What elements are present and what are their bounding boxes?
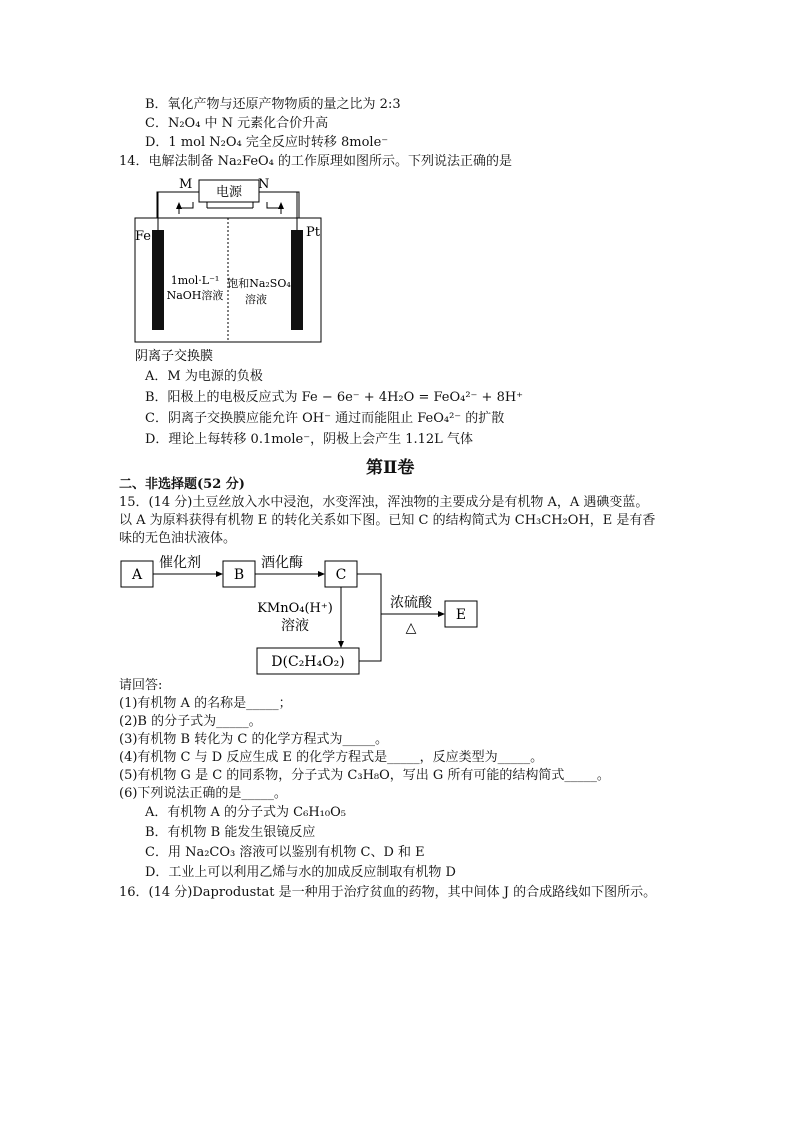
q14-option-b: B．阳极上的电极反应式为 Fe − 6e⁻ + 4H₂O = FeO₄²⁻ + 8H⁺ bbox=[145, 390, 524, 405]
label-m: M bbox=[179, 177, 193, 192]
q15-stem-line2: 以 A 为原料获得有机物 E 的转化关系如下图。已知 C 的结构简式为 CH₃CH₂OH，E 是有香 bbox=[119, 513, 656, 528]
left-solution-conc: 1mol·L⁻¹ bbox=[170, 274, 220, 287]
enzyme-label: 酒化酶 bbox=[261, 555, 303, 571]
label-n: N bbox=[258, 177, 270, 192]
q13-option-c: C．N₂O₄ 中 N 元素化合价升高 bbox=[145, 116, 329, 131]
q14-option-a: A．M 为电源的负极 bbox=[145, 369, 263, 384]
oxidant-solution-label: 溶液 bbox=[281, 618, 309, 634]
right-solution-suffix: 溶液 bbox=[245, 293, 267, 306]
q13-option-d: D．1 mol N₂O₄ 完全反应时转移 8mole⁻ bbox=[145, 135, 389, 150]
left-solution-name: NaOH溶液 bbox=[166, 289, 224, 302]
q15-sub1: (1)有机物 A 的名称是_____； bbox=[119, 696, 292, 711]
section2-heading: 二、非选择题(52 分) bbox=[119, 477, 245, 492]
conversion-flow-diagram bbox=[119, 550, 489, 680]
q14-stem: 14．电解法制备 Na₂FeO₄ 的工作原理如图所示。下列说法正确的是 bbox=[119, 154, 513, 169]
q15-sub4: (4)有机物 C 与 D 反应生成 E 的化学方程式是_____，反应类型为_____。 bbox=[119, 750, 544, 765]
q15-sub2: (2)B 的分子式为_____。 bbox=[119, 714, 262, 729]
q13-option-b: B．氧化产物与还原产物物质的量之比为 2:3 bbox=[145, 97, 401, 112]
q15-option-a: A．有机物 A 的分子式为 C₆H₁₀O₅ bbox=[145, 805, 346, 820]
pt-electrode bbox=[291, 230, 303, 330]
q14-option-c: C．阴离子交换膜应能允许 OH⁻ 通过而能阻止 FeO₄²⁻ 的扩散 bbox=[145, 411, 505, 426]
q15-option-d: D．工业上可以利用乙烯与水的加成反应制取有机物 D bbox=[145, 865, 456, 880]
oxidant-label: KMnO₄(H⁺) bbox=[257, 601, 333, 616]
box-b-label: B bbox=[233, 567, 245, 583]
current-arrow-left bbox=[176, 202, 182, 209]
q15-stem-line3: 味的无色油状液体。 bbox=[119, 531, 237, 546]
fe-electrode bbox=[152, 230, 164, 330]
heat-label: △ bbox=[405, 620, 417, 636]
catalyst-label: 催化剂 bbox=[159, 555, 201, 571]
acid-label: 浓硫酸 bbox=[390, 595, 432, 611]
power-label: 电源 bbox=[215, 185, 243, 200]
right-solution-name: 饱和Na₂SO₄ bbox=[227, 277, 291, 290]
q15-sub6: (6)下列说法正确的是_____。 bbox=[119, 786, 287, 801]
q14-option-d: D．理论上每转移 0.1mole⁻，阴极上会产生 1.12L 气体 bbox=[145, 432, 473, 447]
q15-stem-line1: 15．(14 分)土豆丝放入水中浸泡，水变浑浊，浑浊物的主要成分是有机物 A，A 遇碘变蓝。 bbox=[119, 495, 649, 510]
q16-stem: 16．(14 分)Daprodustat 是一种用于治疗贫血的药物，其中间体 J 的合成路线如下图所示。 bbox=[119, 885, 657, 900]
current-arrow-right bbox=[278, 202, 284, 209]
q15-prompt: 请回答: bbox=[119, 678, 163, 693]
q15-option-c: C．用 Na₂CO₃ 溶液可以鉴别有机物 C、D 和 E bbox=[145, 845, 425, 860]
part2-title: 第Ⅱ卷 bbox=[366, 458, 415, 478]
q15-sub5: (5)有机物 G 是 C 的同系物，分子式为 C₃H₈O，写出 G 所有可能的结构简式_____。 bbox=[119, 768, 610, 783]
membrane-label: 阴离子交换膜 bbox=[135, 349, 214, 364]
box-e-label: E bbox=[455, 607, 467, 623]
q15-sub3: (3)有机物 B 转化为 C 的化学方程式为_____。 bbox=[119, 732, 388, 747]
fe-label: Fe bbox=[135, 229, 152, 244]
electrolysis-diagram bbox=[131, 172, 331, 364]
box-d-label: D(C₂H₄O₂) bbox=[271, 654, 345, 670]
box-a-label: A bbox=[131, 567, 143, 583]
q15-option-b: B．有机物 B 能发生银镜反应 bbox=[145, 825, 316, 840]
pt-label: Pt bbox=[306, 225, 320, 240]
box-c-label: C bbox=[335, 567, 347, 583]
